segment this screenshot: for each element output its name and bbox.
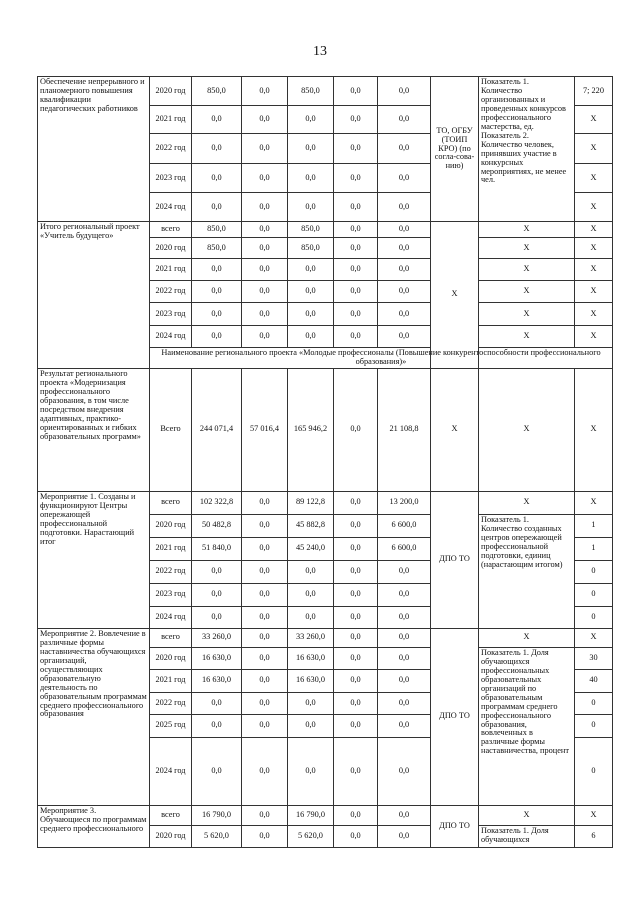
indicator-cell: Показатель 1. Количество организованных и проведенных конкурсов профессионального мастерства, ед. Показатель 2. Количество человек, принявших участие в конкурсных мероприятиях, не менее чел. (479, 77, 575, 222)
year-cell: всего (150, 491, 192, 514)
amount-cell: 0,0 (242, 134, 288, 164)
indicator-cell: Показатель 1. Доля обучающихся профессиональных образовательных организаций по образовательным программам среднего профессионального образования, вовлеченных в различные формы наставничества, процент (479, 647, 575, 805)
amount-cell: 0,0 (192, 560, 242, 583)
amount-cell: 0,0 (334, 303, 378, 326)
year-cell: 2024 год (150, 737, 192, 805)
amount-cell: 0,0 (378, 222, 431, 238)
executor-cell: ТО, ОГБУ (ТОИП КРО) (по согла-сова-нию) (431, 77, 479, 222)
indicator-cell: X (479, 491, 575, 514)
table-row (38, 628, 613, 647)
amount-cell: 0,0 (334, 606, 378, 628)
amount-cell: 0,0 (378, 326, 431, 348)
amount-cell: 0,0 (378, 647, 431, 669)
amount-cell: 850,0 (288, 222, 334, 238)
amount-cell: 50 482,8 (192, 514, 242, 537)
indicator-value-cell: 30 (575, 647, 613, 669)
amount-cell: 0,0 (378, 164, 431, 193)
indicator-value-cell: X (575, 281, 613, 303)
section-title: Наименование регионального проекта «Молодые профессионалы (Повышение конкурентоспособности профессионального образования)» (150, 348, 613, 369)
amount-cell: 0,0 (334, 560, 378, 583)
amount-cell: 0,0 (242, 583, 288, 606)
year-cell: 2020 год (150, 514, 192, 537)
indicator-value-cell: X (575, 222, 613, 238)
indicator-value-cell: X (575, 134, 613, 164)
executor-cell: X (431, 222, 479, 369)
amount-cell: 16 790,0 (288, 805, 334, 825)
amount-cell: 0,0 (288, 106, 334, 134)
amount-cell: 0,0 (242, 238, 288, 259)
amount-cell: 0,0 (334, 514, 378, 537)
amount-cell: 0,0 (334, 583, 378, 606)
amount-cell: 0,0 (288, 326, 334, 348)
table-row (38, 77, 613, 106)
amount-cell: 0,0 (242, 805, 288, 825)
year-cell: 2025 год (150, 714, 192, 737)
amount-cell: 0,0 (242, 222, 288, 238)
amount-cell: 0,0 (378, 825, 431, 847)
amount-cell: 850,0 (288, 238, 334, 259)
indicator-cell: X (479, 628, 575, 647)
indicator-cell: X (479, 222, 575, 238)
amount-cell: 0,0 (378, 77, 431, 106)
activity-name-cell: Обеспечение непрерывного и планомерного повышения квалификации педагогических работников (38, 77, 150, 222)
table-row (38, 491, 613, 514)
amount-cell: 0,0 (334, 281, 378, 303)
amount-cell: 0,0 (378, 714, 431, 737)
amount-cell: 0,0 (334, 259, 378, 281)
indicator-value-cell: 6 (575, 825, 613, 847)
amount-cell: 0,0 (192, 326, 242, 348)
year-cell: 2022 год (150, 281, 192, 303)
amount-cell: 0,0 (334, 368, 378, 491)
amount-cell: 0,0 (378, 669, 431, 692)
amount-cell: 16 790,0 (192, 805, 242, 825)
amount-cell: 5 620,0 (288, 825, 334, 847)
amount-cell: 0,0 (242, 714, 288, 737)
table-body (38, 77, 613, 848)
activity-name-cell: Мероприятие 3. Обучающиеся по программам среднего профессионального (38, 805, 150, 847)
year-cell: 2021 год (150, 669, 192, 692)
year-cell: 2020 год (150, 825, 192, 847)
amount-cell: 16 630,0 (288, 647, 334, 669)
year-cell: 2024 год (150, 606, 192, 628)
year-cell: 2022 год (150, 560, 192, 583)
year-cell: 2024 год (150, 193, 192, 222)
amount-cell: 0,0 (242, 560, 288, 583)
indicator-value-cell: 0 (575, 714, 613, 737)
amount-cell: 51 840,0 (192, 537, 242, 560)
executor-cell: ДПО ТО (431, 491, 479, 628)
amount-cell: 16 630,0 (192, 647, 242, 669)
amount-cell: 850,0 (288, 77, 334, 106)
year-cell: 2024 год (150, 326, 192, 348)
amount-cell: 0,0 (242, 647, 288, 669)
amount-cell: 5 620,0 (192, 825, 242, 847)
amount-cell: 45 240,0 (288, 537, 334, 560)
amount-cell: 0,0 (334, 77, 378, 106)
activity-name-cell: Итого региональный проект «Учитель будущего» (38, 222, 150, 369)
amount-cell: 0,0 (192, 714, 242, 737)
amount-cell: 0,0 (334, 134, 378, 164)
indicator-cell: X (479, 805, 575, 825)
amount-cell: 0,0 (242, 514, 288, 537)
amount-cell: 0,0 (288, 281, 334, 303)
amount-cell: 0,0 (288, 560, 334, 583)
amount-cell: 0,0 (242, 106, 288, 134)
amount-cell: 0,0 (334, 491, 378, 514)
year-cell: 2022 год (150, 134, 192, 164)
amount-cell: 0,0 (378, 805, 431, 825)
amount-cell: 0,0 (242, 326, 288, 348)
amount-cell: 0,0 (334, 326, 378, 348)
year-cell: всего (150, 222, 192, 238)
indicator-value-cell: X (575, 259, 613, 281)
indicator-value-cell: X (575, 805, 613, 825)
table-row (38, 222, 613, 238)
indicator-value-cell: 0 (575, 583, 613, 606)
amount-cell: 0,0 (242, 606, 288, 628)
amount-cell: 0,0 (334, 647, 378, 669)
amount-cell: 0,0 (242, 259, 288, 281)
amount-cell: 0,0 (192, 692, 242, 714)
amount-cell: 0,0 (334, 106, 378, 134)
indicator-cell: X (479, 238, 575, 259)
amount-cell: 0,0 (242, 193, 288, 222)
amount-cell: 0,0 (334, 669, 378, 692)
amount-cell: 0,0 (334, 222, 378, 238)
amount-cell: 0,0 (334, 238, 378, 259)
year-cell: 2021 год (150, 259, 192, 281)
amount-cell: 0,0 (378, 628, 431, 647)
amount-cell: 0,0 (192, 281, 242, 303)
indicator-value-cell: 1 (575, 537, 613, 560)
amount-cell: 0,0 (242, 281, 288, 303)
amount-cell: 0,0 (192, 303, 242, 326)
amount-cell: 45 882,8 (288, 514, 334, 537)
amount-cell: 0,0 (288, 692, 334, 714)
amount-cell: 0,0 (242, 692, 288, 714)
indicator-value-cell: 7; 220 (575, 77, 613, 106)
amount-cell: 0,0 (242, 77, 288, 106)
year-cell: 2021 год (150, 537, 192, 560)
amount-cell: 0,0 (242, 491, 288, 514)
activity-name-cell: Мероприятие 2. Вовлечение в различные формы наставничества обучающихся организаций, осуществляющих образовательную деятельность по образовательным программам среднего профессионального образования (38, 628, 150, 805)
amount-cell: 16 630,0 (192, 669, 242, 692)
amount-cell: 0,0 (242, 825, 288, 847)
amount-cell: 0,0 (192, 164, 242, 193)
amount-cell: 89 122,8 (288, 491, 334, 514)
amount-cell: 0,0 (288, 259, 334, 281)
indicator-value-cell: X (575, 326, 613, 348)
amount-cell: 0,0 (378, 281, 431, 303)
amount-cell: 0,0 (288, 193, 334, 222)
indicator-value-cell: X (575, 368, 613, 491)
indicator-cell: X (479, 303, 575, 326)
amount-cell: 102 322,8 (192, 491, 242, 514)
year-cell: 2022 год (150, 692, 192, 714)
table-row (38, 368, 613, 491)
amount-cell: 0,0 (334, 628, 378, 647)
executor-cell: ДПО ТО (431, 805, 479, 847)
indicator-value-cell: X (575, 106, 613, 134)
amount-cell: 21 108,8 (378, 368, 431, 491)
indicator-value-cell: 0 (575, 737, 613, 805)
year-cell: Всего (150, 368, 192, 491)
amount-cell: 0,0 (334, 714, 378, 737)
program-table (37, 76, 613, 848)
amount-cell: 0,0 (192, 583, 242, 606)
amount-cell: 0,0 (378, 238, 431, 259)
amount-cell: 13 200,0 (378, 491, 431, 514)
activity-name-cell: Результат регионального проекта «Модернизация профессионального образования, в том числе посредством внедрения адаптивных, практико-ориентированных и гибких образовательных программ» (38, 368, 150, 491)
indicator-value-cell: 0 (575, 692, 613, 714)
amount-cell: 0,0 (242, 164, 288, 193)
amount-cell: 57 016,4 (242, 368, 288, 491)
amount-cell: 0,0 (288, 583, 334, 606)
amount-cell: 0,0 (378, 606, 431, 628)
indicator-cell: X (479, 259, 575, 281)
year-cell: 2023 год (150, 583, 192, 606)
indicator-value-cell: X (575, 628, 613, 647)
indicator-cell: X (479, 326, 575, 348)
indicator-cell: X (479, 281, 575, 303)
amount-cell: 0,0 (378, 583, 431, 606)
indicator-value-cell: X (575, 238, 613, 259)
year-cell: всего (150, 628, 192, 647)
amount-cell: 850,0 (192, 238, 242, 259)
amount-cell: 0,0 (288, 737, 334, 805)
amount-cell: 0,0 (288, 164, 334, 193)
indicator-value-cell: 0 (575, 606, 613, 628)
indicator-value-cell: 1 (575, 514, 613, 537)
page-number: 13 (313, 44, 327, 59)
amount-cell: 0,0 (192, 193, 242, 222)
indicator-cell: Показатель 1. Доля обучающихся (479, 825, 575, 847)
amount-cell: 0,0 (378, 106, 431, 134)
amount-cell: 0,0 (242, 303, 288, 326)
amount-cell: 0,0 (288, 714, 334, 737)
indicator-cell: X (479, 368, 575, 491)
amount-cell: 0,0 (288, 303, 334, 326)
executor-cell: X (431, 368, 479, 491)
amount-cell: 165 946,2 (288, 368, 334, 491)
indicator-cell: Показатель 1. Количество созданных центров опережающей профессиональной подготовки, единиц (нарастающим итогом) (479, 514, 575, 628)
year-cell: 2023 год (150, 303, 192, 326)
amount-cell: 0,0 (334, 193, 378, 222)
amount-cell: 0,0 (192, 606, 242, 628)
table-row (38, 805, 613, 825)
amount-cell: 0,0 (288, 134, 334, 164)
amount-cell: 33 260,0 (192, 628, 242, 647)
amount-cell: 850,0 (192, 77, 242, 106)
amount-cell: 0,0 (334, 164, 378, 193)
amount-cell: 16 630,0 (288, 669, 334, 692)
amount-cell: 33 260,0 (288, 628, 334, 647)
amount-cell: 0,0 (334, 737, 378, 805)
amount-cell: 6 600,0 (378, 514, 431, 537)
amount-cell: 0,0 (192, 134, 242, 164)
amount-cell: 0,0 (288, 606, 334, 628)
amount-cell: 6 600,0 (378, 537, 431, 560)
amount-cell: 0,0 (378, 560, 431, 583)
amount-cell: 244 071,4 (192, 368, 242, 491)
indicator-value-cell: X (575, 491, 613, 514)
year-cell: 2020 год (150, 647, 192, 669)
indicator-value-cell: X (575, 164, 613, 193)
year-cell: 2023 год (150, 164, 192, 193)
amount-cell: 0,0 (192, 106, 242, 134)
activity-name-cell: Мероприятие 1. Созданы и функционируют Центры опережающей профессиональной подготовки. Нарастающий итог (38, 491, 150, 628)
amount-cell: 0,0 (378, 303, 431, 326)
year-cell: 2020 год (150, 238, 192, 259)
amount-cell: 0,0 (334, 825, 378, 847)
amount-cell: 0,0 (378, 737, 431, 805)
amount-cell: 0,0 (378, 692, 431, 714)
amount-cell: 0,0 (378, 259, 431, 281)
amount-cell: 0,0 (378, 134, 431, 164)
indicator-value-cell: X (575, 193, 613, 222)
year-cell: всего (150, 805, 192, 825)
amount-cell: 0,0 (192, 259, 242, 281)
indicator-value-cell: X (575, 303, 613, 326)
amount-cell: 0,0 (334, 692, 378, 714)
amount-cell: 850,0 (192, 222, 242, 238)
indicator-value-cell: 40 (575, 669, 613, 692)
executor-cell: ДПО ТО (431, 628, 479, 805)
amount-cell: 0,0 (334, 537, 378, 560)
amount-cell: 0,0 (334, 805, 378, 825)
amount-cell: 0,0 (192, 737, 242, 805)
amount-cell: 0,0 (378, 193, 431, 222)
amount-cell: 0,0 (242, 628, 288, 647)
amount-cell: 0,0 (242, 537, 288, 560)
year-cell: 2021 год (150, 106, 192, 134)
amount-cell: 0,0 (242, 737, 288, 805)
amount-cell: 0,0 (242, 669, 288, 692)
indicator-value-cell: 0 (575, 560, 613, 583)
year-cell: 2020 год (150, 77, 192, 106)
